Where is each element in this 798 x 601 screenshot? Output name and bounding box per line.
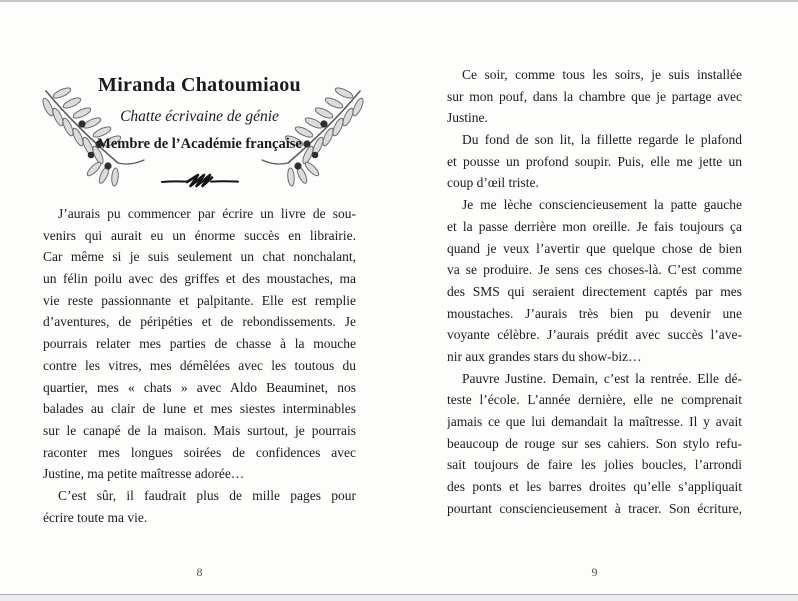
text-line: quartier, mes « chats » avec Aldo Beauminet, nos xyxy=(43,379,356,395)
text-line: va se produire. Je sens ces choses-là. C’est comme xyxy=(447,262,742,278)
text-line: Justine, ma petite maîtresse adorée… xyxy=(43,466,245,482)
text-line: voyante célèbre. J’aurais prédit avec succès l’ave- xyxy=(447,327,742,343)
text-line: moustaches. J’aurais très bien pu devenir une xyxy=(447,305,742,321)
text-line: beaucoup de rouge sur ses cahiers. Son stylo refu- xyxy=(447,435,742,451)
text-line: jamais ce que lui demandait la maîtresse. Il y avait xyxy=(447,414,742,429)
text-line: sait toujours de faire les jolies boucles, l’arrondi xyxy=(447,457,742,473)
text-line: pourtant consciencieusement à tracer. Son écriture, xyxy=(447,500,742,516)
author-name: Miranda Chatoumiaou xyxy=(98,74,301,96)
text-line: et la passe derrière mon oreille. Je fais toujours ça xyxy=(447,218,742,234)
page-bottom-edge xyxy=(0,594,798,601)
text-line: sur le canapé de la maison. Mais surtout, je pourrais xyxy=(43,422,356,438)
text-line: Ce soir, comme tous les soirs, je suis installée xyxy=(462,67,742,82)
text-line: balades au clair de lune et mes siestes interminables xyxy=(43,401,356,417)
text-line: pourrais relater mes parties de chasse à la mouche xyxy=(43,336,356,352)
text-line: J’aurais pu commencer par écrire un livre de sou- xyxy=(58,206,356,221)
text-line: des SMS qui seraient directement captés par mes xyxy=(447,283,742,299)
text-line: teste l’école. L’année dernière, elle ne comprenait xyxy=(447,392,742,408)
right-page-body xyxy=(447,64,742,519)
text-line: écrire toute ma vie. xyxy=(43,509,148,525)
text-line: quand je veux l’avertir que quelque chose de bien xyxy=(447,240,742,256)
text-line: des ponts et les barres droites qu’elle s’appliquait xyxy=(447,479,742,495)
page-number-left: 8 xyxy=(196,565,203,579)
text-line: et pousse un profond soupir. Puis, elle me jette un xyxy=(447,153,742,169)
text-line: nir aux grandes stars du show-biz… xyxy=(447,348,642,364)
section-divider xyxy=(43,172,356,195)
text-line: Car même si je suis seulement un chat nonchalant, xyxy=(43,249,356,265)
text-line: d’aventures, de péripéties et de rebondissements. Je xyxy=(43,314,356,330)
text-line: Justine. xyxy=(447,110,488,126)
text-line: contre les vitres, mes démêlées avec les toutous du xyxy=(43,357,356,373)
left-page-body xyxy=(43,203,356,528)
author-affiliation: Membre de l’Académie française xyxy=(97,136,302,152)
text-line: coup d’œil triste. xyxy=(447,175,539,191)
author-subtitle: Chatte écrivaine de génie xyxy=(120,108,279,125)
text-line: C’est sûr, il faudrait plus de mille pages pour xyxy=(58,487,356,503)
text-line: raconter mes longues soirées de confidences avec xyxy=(43,444,356,460)
text-line: Du fond de son lit, la fillette regarde le plafond xyxy=(462,132,742,148)
text-line: Je me lèche consciencieusement la patte gauche xyxy=(462,197,742,213)
text-line: sur mon pouf, dans la chambre que je partage avec xyxy=(447,88,742,104)
text-line: Pauvre Justine. Demain, c’est la rentrée. Elle dé- xyxy=(462,370,742,386)
window-top-edge xyxy=(0,0,798,2)
text-line: venirs qui aurait eu un énorme succès en librairie. xyxy=(43,227,356,243)
text-line: vie reste passionnante et palpitante. Elle est remplie xyxy=(43,292,356,308)
squiggle-divider-icon xyxy=(161,172,239,190)
page-number-right: 9 xyxy=(591,565,598,579)
text-line: un félin poilu avec des griffes et des moustaches, ma xyxy=(43,271,356,287)
